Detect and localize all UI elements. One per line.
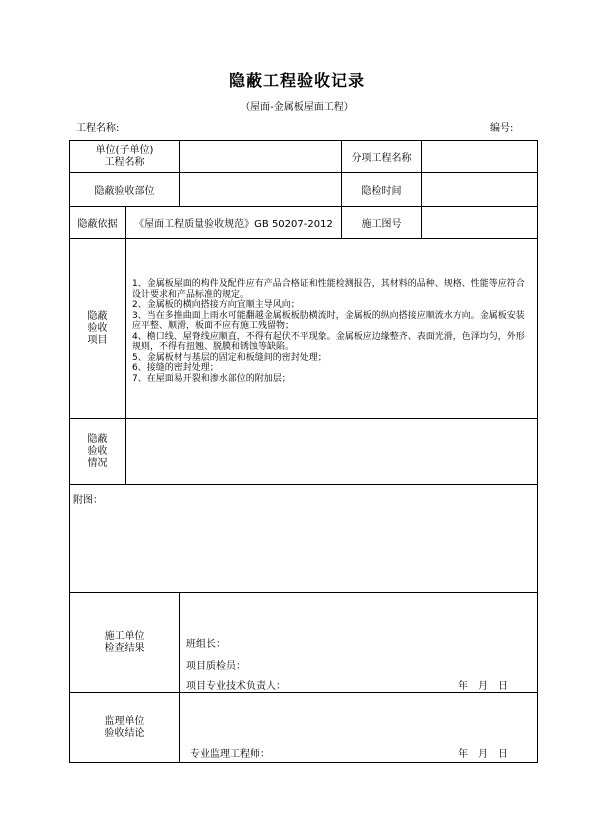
basis-value: 《屋面工程质量验收规范》GB 50207-2012: [126, 207, 342, 239]
construction-label: 施工单位 检查结果: [70, 593, 180, 693]
page-subtitle: （屋面-金属板屋面工程）: [240, 102, 354, 113]
supervision-result[interactable]: [180, 693, 538, 763]
tech-lead-label: 项目专业技术负责人：: [186, 681, 286, 692]
unit-name-value[interactable]: [180, 141, 342, 173]
condition-value[interactable]: [126, 419, 538, 485]
record-form-table: [69, 140, 538, 763]
item-line: 1、金属板屋面的构件及配件应有产品合格证和性能检测报告，其材料的品种、规格、性能等应符合设计要求和产品标准的规定。: [132, 279, 525, 300]
item-line: 6、接缝的密封处理；: [132, 363, 219, 373]
number-label: 编号:: [490, 123, 514, 134]
items-content: [126, 239, 538, 419]
drawing-value[interactable]: [422, 207, 538, 239]
supervision-date: 年 月 日: [458, 749, 508, 760]
supervision-engineer-label: 专业监理工程师：: [190, 749, 270, 760]
item-line: 3、当在多推曲面上雨水可能翻越金属板板肋横流时，金属板的纵向搭接应顺流水方向。金属板安装应平整、顺滑，板面不应有施工残留物；: [132, 310, 525, 331]
construction-date: 年 月 日: [458, 681, 508, 692]
hidden-part-value[interactable]: [180, 173, 342, 207]
item-line: 4、檐口线、屋脊线应顺直，不得有起伏不平现象。金属板应边缘整齐、表面光滑，色泽均匀，外形规则，不得有扭翘、脱膜和锈蚀等缺陷。: [132, 331, 525, 352]
quality-inspector-label: 项目质检员：: [186, 661, 246, 672]
sub-project-value[interactable]: [422, 141, 538, 173]
items-label: 隐蔽 验收 项目: [70, 239, 126, 419]
attachment-area[interactable]: [70, 485, 538, 593]
attachment-label: 附图：: [73, 495, 103, 506]
construction-result[interactable]: [180, 593, 538, 693]
unit-name-label: 单位(子单位) 工程名称: [70, 141, 180, 173]
basis-label: 隐蔽依据: [70, 207, 126, 239]
team-leader-label: 班组长：: [186, 639, 226, 650]
hidden-time-value[interactable]: [422, 173, 538, 207]
hidden-time-label: 隐检时间: [342, 173, 422, 207]
project-name-label: 工程名称:: [76, 123, 120, 134]
sub-project-label: 分项工程名称: [342, 141, 422, 173]
item-line: 7、在屋面易开裂和渗水部位的附加层；: [132, 373, 291, 384]
item-line: 2、金属板的横向搭接方向宜顺主导风向；: [132, 300, 300, 310]
item-line: 5、金属板材与基层的固定和板缝间的密封处理；: [132, 352, 327, 363]
condition-label: 隐蔽 验收 情况: [70, 419, 126, 485]
page-title: 隐蔽工程验收记录: [228, 71, 365, 90]
supervision-label: 监理单位 验收结论: [70, 693, 180, 763]
drawing-label: 施工图号: [342, 207, 422, 239]
hidden-part-label: 隐蔽验收部位: [70, 173, 180, 207]
